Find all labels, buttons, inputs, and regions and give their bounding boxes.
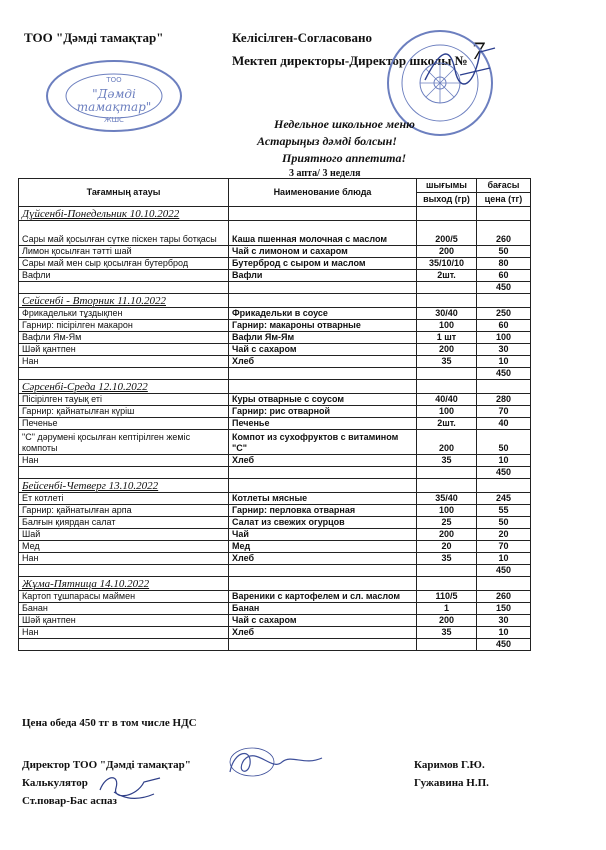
day-empty-price bbox=[477, 577, 531, 591]
day-header-row bbox=[19, 380, 531, 394]
menu-table bbox=[18, 178, 531, 651]
agreed-label: Келісілген-Согласовано bbox=[232, 30, 372, 45]
dish-kz: Сары май қосылған сүтке піскен тары ботқасы bbox=[19, 221, 229, 246]
dish-ru: Хлеб bbox=[229, 553, 417, 565]
menu-item-row bbox=[19, 394, 531, 406]
menu-title: Недельное школьное меню bbox=[274, 117, 415, 131]
menu-item-row bbox=[19, 430, 531, 455]
menu-item-row bbox=[19, 332, 531, 344]
day-empty-price bbox=[477, 294, 531, 308]
dish-yield: 200 bbox=[417, 615, 477, 627]
dish-kz: Фрикадельки тұздықпен bbox=[19, 308, 229, 320]
dish-price: 80 bbox=[477, 258, 531, 270]
greeting-ru: Приятного аппетита! bbox=[282, 151, 407, 165]
dish-ru: Вареники с картофелем и сл. маслом bbox=[229, 591, 417, 603]
dish-price: 40 bbox=[477, 418, 531, 430]
dish-ru: Гарнир: рис отварной bbox=[229, 406, 417, 418]
header-price-ru: цена (тг) bbox=[477, 193, 531, 207]
day-total: 450 bbox=[477, 368, 531, 380]
menu-item-row bbox=[19, 493, 531, 505]
dish-price: 30 bbox=[477, 615, 531, 627]
menu-item-row bbox=[19, 406, 531, 418]
dish-kz: Гарнир: қайнатылған арпа bbox=[19, 505, 229, 517]
header-yield-ru: выход (гр) bbox=[417, 193, 477, 207]
dish-price: 55 bbox=[477, 505, 531, 517]
total-empty-2 bbox=[229, 565, 417, 577]
director-name: Каримов Г.Ю. bbox=[414, 759, 485, 771]
dish-yield: 1 шт bbox=[417, 332, 477, 344]
dish-ru: Чай с сахаром bbox=[229, 615, 417, 627]
dish-yield: 35 bbox=[417, 553, 477, 565]
menu-item-row bbox=[19, 553, 531, 565]
header-row bbox=[19, 179, 531, 193]
day-title: Сәрсенбі-Среда 12.10.2022 bbox=[22, 381, 148, 393]
day-empty-dish-ru bbox=[229, 380, 417, 394]
menu-item-row bbox=[19, 627, 531, 639]
director-signature bbox=[420, 40, 500, 90]
dish-price: 150 bbox=[477, 603, 531, 615]
menu-table-body bbox=[19, 179, 531, 651]
dish-ru: Салат из свежих огурцов bbox=[229, 517, 417, 529]
day-header-row bbox=[19, 479, 531, 493]
menu-item-row bbox=[19, 455, 531, 467]
dish-kz: Банан bbox=[19, 603, 229, 615]
dish-kz: Нан bbox=[19, 455, 229, 467]
school-number: 7 bbox=[470, 40, 485, 65]
dish-yield: 40/40 bbox=[417, 394, 477, 406]
menu-item-row bbox=[19, 418, 531, 430]
day-empty-price bbox=[477, 479, 531, 493]
menu-item-row bbox=[19, 320, 531, 332]
lunch-price-note: Цена обеда 450 тг в том числе НДС bbox=[22, 717, 197, 729]
header-dish-kz: Тағамның атауы bbox=[19, 179, 229, 207]
dish-price: 50 bbox=[477, 517, 531, 529]
day-total-row bbox=[19, 282, 531, 294]
dish-price: 50 bbox=[477, 430, 531, 455]
menu-item-row bbox=[19, 505, 531, 517]
dish-ru: Банан bbox=[229, 603, 417, 615]
dish-yield: 35/10/10 bbox=[417, 258, 477, 270]
company-stamp bbox=[44, 58, 184, 134]
dish-price: 70 bbox=[477, 406, 531, 418]
dish-price: 10 bbox=[477, 627, 531, 639]
day-title: Бейсенбі-Четверг 13.10.2022 bbox=[22, 480, 159, 492]
stamp-text-top: ТОО bbox=[106, 76, 122, 84]
total-empty-1 bbox=[19, 467, 229, 479]
dish-price: 60 bbox=[477, 320, 531, 332]
day-total: 450 bbox=[477, 467, 531, 479]
day-total: 450 bbox=[477, 639, 531, 651]
calculator-signature bbox=[96, 770, 166, 804]
header-yield-kz: шығымы bbox=[417, 179, 477, 193]
header-dish-ru: Наименование блюда bbox=[229, 179, 417, 207]
dish-price: 260 bbox=[477, 221, 531, 246]
calculator-name: Гужавина Н.П. bbox=[414, 777, 489, 789]
day-title-cell bbox=[19, 207, 229, 221]
menu-item-row bbox=[19, 603, 531, 615]
dish-price: 10 bbox=[477, 455, 531, 467]
day-title-cell bbox=[19, 479, 229, 493]
dish-kz: Ет котлеті bbox=[19, 493, 229, 505]
calculator-label: Калькулятор bbox=[22, 777, 88, 789]
dish-yield: 1 bbox=[417, 603, 477, 615]
dish-ru: Каша пшенная молочная с маслом bbox=[229, 221, 417, 246]
total-empty-2 bbox=[229, 467, 417, 479]
dish-kz: Шәй қантпен bbox=[19, 344, 229, 356]
day-header-row bbox=[19, 577, 531, 591]
total-empty-3 bbox=[417, 368, 477, 380]
dish-ru: Чай с сахаром bbox=[229, 344, 417, 356]
day-total-row bbox=[19, 368, 531, 380]
dish-kz: Мед bbox=[19, 541, 229, 553]
dish-ru: Хлеб bbox=[229, 627, 417, 639]
day-empty-price bbox=[477, 207, 531, 221]
cook-label: Ст.повар-Бас аспаз bbox=[22, 795, 117, 807]
dish-ru: Бутерброд с сыром и маслом bbox=[229, 258, 417, 270]
stamp-text-name-1: "Дәмді bbox=[92, 87, 136, 101]
total-empty-3 bbox=[417, 565, 477, 577]
day-total-row bbox=[19, 639, 531, 651]
day-empty-yield bbox=[417, 207, 477, 221]
header-price-kz: бағасы bbox=[477, 179, 531, 193]
director-footer-signature bbox=[222, 742, 332, 782]
organization-name: ТОО "Дәмді тамақтар" bbox=[24, 30, 164, 45]
day-title-cell bbox=[19, 294, 229, 308]
total-empty-3 bbox=[417, 639, 477, 651]
dish-price: 60 bbox=[477, 270, 531, 282]
menu-item-row bbox=[19, 517, 531, 529]
total-empty-2 bbox=[229, 639, 417, 651]
menu-item-row bbox=[19, 258, 531, 270]
day-empty-dish-ru bbox=[229, 577, 417, 591]
dish-price: 260 bbox=[477, 591, 531, 603]
day-title: Сейсенбі - Вторник 11.10.2022 bbox=[22, 295, 166, 307]
dish-kz: Гарнир: қайнатылған күріш bbox=[19, 406, 229, 418]
day-empty-yield bbox=[417, 577, 477, 591]
dish-ru: Хлеб bbox=[229, 356, 417, 368]
dish-yield: 100 bbox=[417, 505, 477, 517]
dish-kz: Нан bbox=[19, 356, 229, 368]
dish-ru: Мед bbox=[229, 541, 417, 553]
dish-ru: Чай bbox=[229, 529, 417, 541]
total-empty-3 bbox=[417, 467, 477, 479]
dish-price: 250 bbox=[477, 308, 531, 320]
dish-ru: Куры отварные с соусом bbox=[229, 394, 417, 406]
day-empty-price bbox=[477, 380, 531, 394]
dish-yield: 2шт. bbox=[417, 270, 477, 282]
dish-kz: "С" дәрумені қосылған кептірілген жеміс компоты bbox=[19, 430, 229, 455]
dish-ru: Хлеб bbox=[229, 455, 417, 467]
day-empty-yield bbox=[417, 294, 477, 308]
day-total-row bbox=[19, 565, 531, 577]
dish-yield: 2шт. bbox=[417, 418, 477, 430]
day-total: 450 bbox=[477, 282, 531, 294]
day-title: Жұма-Пятница 14.10.2022 bbox=[22, 578, 150, 590]
dish-yield: 35 bbox=[417, 455, 477, 467]
dish-price: 30 bbox=[477, 344, 531, 356]
total-empty-3 bbox=[417, 282, 477, 294]
dish-yield: 200 bbox=[417, 344, 477, 356]
dish-ru: Компот из сухофруктов с витамином "С" bbox=[229, 430, 417, 455]
dish-price: 20 bbox=[477, 529, 531, 541]
dish-price: 10 bbox=[477, 356, 531, 368]
day-title-cell bbox=[19, 380, 229, 394]
dish-kz: Пісірілген тауық еті bbox=[19, 394, 229, 406]
stamp-text-bottom: ЖШС bbox=[104, 116, 124, 124]
dish-yield: 30/40 bbox=[417, 308, 477, 320]
menu-item-row bbox=[19, 270, 531, 282]
dish-yield: 100 bbox=[417, 320, 477, 332]
day-total-row bbox=[19, 467, 531, 479]
dish-yield: 35 bbox=[417, 356, 477, 368]
dish-kz: Вафли bbox=[19, 270, 229, 282]
menu-item-row bbox=[19, 221, 531, 246]
total-empty-1 bbox=[19, 368, 229, 380]
dish-ru: Гарнир: макароны отварные bbox=[229, 320, 417, 332]
dish-yield: 200 bbox=[417, 430, 477, 455]
menu-item-row bbox=[19, 591, 531, 603]
dish-kz: Балғын қиярдан салат bbox=[19, 517, 229, 529]
menu-item-row bbox=[19, 541, 531, 553]
dish-yield: 25 bbox=[417, 517, 477, 529]
dish-price: 50 bbox=[477, 246, 531, 258]
day-header-row bbox=[19, 207, 531, 221]
dish-price: 100 bbox=[477, 332, 531, 344]
day-title: Дүйсенбі-Понедельник 10.10.2022 bbox=[22, 208, 180, 220]
director-label: Директор ТОО "Дәмді тамақтар" bbox=[22, 759, 191, 771]
dish-price: 280 bbox=[477, 394, 531, 406]
day-total: 450 bbox=[477, 565, 531, 577]
dish-price: 70 bbox=[477, 541, 531, 553]
menu-item-row bbox=[19, 308, 531, 320]
total-empty-2 bbox=[229, 282, 417, 294]
dish-ru: Чай с лимоном и сахаром bbox=[229, 246, 417, 258]
greeting-kz: Астарыңыз дәмді болсын! bbox=[257, 134, 397, 148]
dish-ru: Котлеты мясные bbox=[229, 493, 417, 505]
dish-yield: 200 bbox=[417, 529, 477, 541]
dish-kz: Шай bbox=[19, 529, 229, 541]
day-empty-dish-ru bbox=[229, 207, 417, 221]
dish-yield: 35/40 bbox=[417, 493, 477, 505]
dish-ru: Вафли bbox=[229, 270, 417, 282]
menu-item-row bbox=[19, 615, 531, 627]
day-empty-yield bbox=[417, 380, 477, 394]
total-empty-1 bbox=[19, 282, 229, 294]
day-title-cell bbox=[19, 577, 229, 591]
day-empty-dish-ru bbox=[229, 294, 417, 308]
director-approval-line: Мектеп директоры-Директор школы № 7 bbox=[232, 40, 485, 68]
total-empty-1 bbox=[19, 565, 229, 577]
dish-yield: 100 bbox=[417, 406, 477, 418]
total-empty-2 bbox=[229, 368, 417, 380]
dish-yield: 35 bbox=[417, 627, 477, 639]
dish-kz: Сары май мен сыр қосылған бутерброд bbox=[19, 258, 229, 270]
day-header-row bbox=[19, 294, 531, 308]
dish-kz: Шәй қантпен bbox=[19, 615, 229, 627]
dish-yield: 20 bbox=[417, 541, 477, 553]
dish-ru: Гарнир: перловка отварная bbox=[229, 505, 417, 517]
dish-kz: Картоп тұшпарасы маймен bbox=[19, 591, 229, 603]
menu-item-row bbox=[19, 344, 531, 356]
total-empty-1 bbox=[19, 639, 229, 651]
dish-kz: Нан bbox=[19, 553, 229, 565]
dish-kz: Нан bbox=[19, 627, 229, 639]
dish-yield: 110/5 bbox=[417, 591, 477, 603]
dish-price: 10 bbox=[477, 553, 531, 565]
dish-kz: Гарнир: пісірілген макарон bbox=[19, 320, 229, 332]
stamp-text-name-2: тамақтар" bbox=[76, 100, 152, 114]
dish-ru: Печенье bbox=[229, 418, 417, 430]
menu-item-row bbox=[19, 529, 531, 541]
dish-ru: Фрикадельки в соусе bbox=[229, 308, 417, 320]
menu-item-row bbox=[19, 246, 531, 258]
dish-kz: Вафли Ям-Ям bbox=[19, 332, 229, 344]
dish-kz: Лимон қосылған тәтті шай bbox=[19, 246, 229, 258]
dish-ru: Вафли Ям-Ям bbox=[229, 332, 417, 344]
dish-yield: 200/5 bbox=[417, 221, 477, 246]
menu-item-row bbox=[19, 356, 531, 368]
week-label: 3 апта/ 3 неделя bbox=[289, 168, 361, 179]
day-empty-dish-ru bbox=[229, 479, 417, 493]
dish-price: 245 bbox=[477, 493, 531, 505]
dish-yield: 200 bbox=[417, 246, 477, 258]
dish-kz: Печенье bbox=[19, 418, 229, 430]
day-empty-yield bbox=[417, 479, 477, 493]
